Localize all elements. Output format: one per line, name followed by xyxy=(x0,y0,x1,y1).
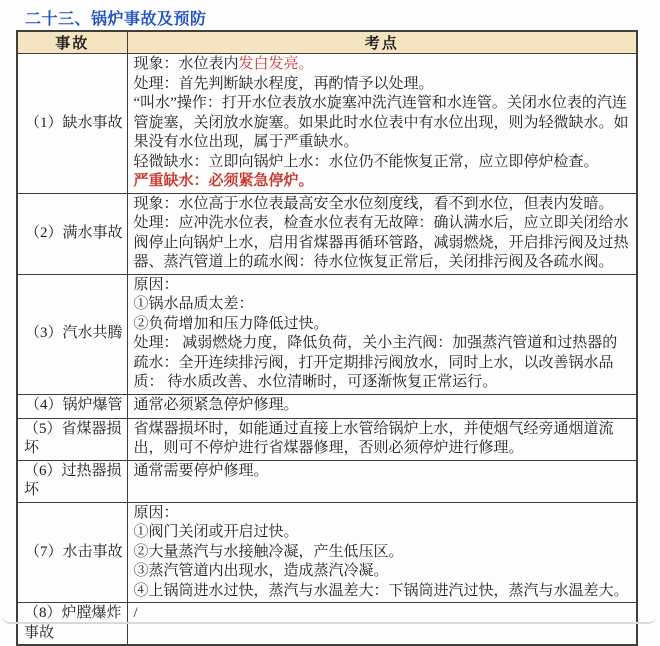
accident-label: （6）过热器损坏 xyxy=(17,460,127,502)
keypoint-paragraph xyxy=(134,315,631,335)
body-text: 省煤器损坏时，如能通过直接上水管给锅炉上水，并使烟气经旁通烟道流出，则可不停炉进行省煤器修理，否则必须停炉进行修理。 xyxy=(133,420,614,456)
keypoint-paragraph xyxy=(134,153,631,173)
body-text: ②大量蒸汽与水接触冷凝，产生低压区。 xyxy=(133,543,404,560)
table-row xyxy=(17,394,637,418)
keypoints-cell xyxy=(127,54,637,194)
body-text: ②负荷增加和压力降低过快。 xyxy=(133,315,329,332)
keypoints-cell xyxy=(127,460,637,502)
body-text: ①锅水品质太差： xyxy=(133,296,254,312)
body-text: 通常必须紧急停炉修理。 xyxy=(133,396,299,413)
keypoint-paragraph xyxy=(134,276,631,296)
accident-table xyxy=(16,30,638,646)
body-text: 处理： 减弱燃烧力度，降低负荷，关小主汽阀：加强蒸汽管道和过热器的疏水：全开连续排污阀，打开定期排污阀放水，同时上水，以改善锅水品质： 待水质改善、水位清晰时，可逐渐恢复正常运行。 xyxy=(133,335,618,390)
table-row xyxy=(17,193,637,274)
table-row xyxy=(17,460,637,502)
table-row xyxy=(17,274,637,394)
keypoint-paragraph xyxy=(134,543,631,563)
keypoint-paragraph xyxy=(134,523,631,543)
keypoint-paragraph xyxy=(134,75,631,95)
keypoints-cell xyxy=(127,193,637,274)
keypoint-paragraph xyxy=(134,420,631,459)
body-text: 通常需要停炉修理。 xyxy=(133,462,269,479)
column-header-accident: 事故 xyxy=(17,31,127,54)
accident-label: （3）汽水共腾 xyxy=(17,274,127,394)
keypoint-paragraph xyxy=(134,396,631,416)
keypoints-cell xyxy=(127,502,637,603)
body-text: 处理：首先判断缺水程度，再酌情予以处理。 xyxy=(133,75,434,92)
body-text: 处理：应冲洗水位表，检查水位表有无故障：确认满水后，应立即关闭给水阀停止向锅炉上水，启用省煤器再循环管路，减弱燃烧，开启排污阀及过热器、蒸汽管道上的疏水阀：待水位恢复正常后，关闭排污阀及各疏水阀。 xyxy=(133,215,629,270)
column-header-keypoints: 考点 xyxy=(127,31,637,54)
table-row xyxy=(17,418,637,460)
keypoint-paragraph xyxy=(134,504,631,524)
accident-label: （2）满水事故 xyxy=(17,193,127,274)
keypoint-paragraph xyxy=(134,195,631,215)
table-header-row xyxy=(17,31,637,54)
keypoint-paragraph xyxy=(134,562,631,582)
body-text: / xyxy=(133,605,138,621)
body-text: ③蒸汽管道内出现水，造成蒸汽冷凝。 xyxy=(133,563,389,579)
table-row xyxy=(17,502,637,603)
body-text: 原因： xyxy=(133,504,179,521)
keypoints-cell xyxy=(127,394,637,418)
body-text: 轻微缺水：立即向锅炉上水：水位仍不能恢复正常，应立即停炉检查。 xyxy=(133,153,599,170)
table-row xyxy=(17,54,637,194)
body-text: ④上锅筒进水过快，蒸汽与水温差大：下锅筒进汽过快，蒸汽与水温差大。 xyxy=(133,582,629,599)
keypoints-cell xyxy=(127,274,637,394)
accident-label: （1）缺水事故 xyxy=(17,54,127,194)
keypoint-paragraph xyxy=(134,334,631,393)
keypoints-cell xyxy=(127,418,637,460)
body-text: 现象：水位表内 xyxy=(133,56,239,72)
keypoint-paragraph xyxy=(134,295,631,315)
keypoint-paragraph xyxy=(134,582,631,602)
keypoint-paragraph xyxy=(134,214,631,273)
keypoint-paragraph xyxy=(134,55,631,75)
page-edge-shadow xyxy=(2,616,656,624)
body-text: 原因： xyxy=(133,276,179,293)
highlighted-text: 严重缺水：必须紧急停炉。 xyxy=(133,173,314,189)
highlighted-text: 发白发亮。 xyxy=(238,56,314,72)
body-text: 现象：水位高于水位表最高安全水位刻度线，看不到水位，但表内发暗。 xyxy=(133,195,614,212)
keypoint-paragraph xyxy=(134,462,631,482)
accident-label: （7）水击事故 xyxy=(17,502,127,603)
keypoint-paragraph xyxy=(134,172,631,192)
body-text: “叫水”操作：打开水位表放水旋塞冲洗汽连管和水连管。关闭水位表的汽连管旋塞，关闭放水旋塞。如果此时水位表中有水位出现，则为轻微缺水。如果没有水位出现，属于严重缺水。 xyxy=(133,95,629,150)
keypoint-paragraph xyxy=(134,94,631,153)
accident-label: （8）炉膛爆炸事故 xyxy=(17,603,127,646)
page-title: 二十三、锅炉事故及预防 xyxy=(25,11,207,28)
accident-label: （5）省煤器损坏 xyxy=(17,418,127,460)
body-text: ①阀门关闭或开启过快。 xyxy=(133,524,299,540)
accident-label: （4）锅炉爆管 xyxy=(17,394,127,418)
